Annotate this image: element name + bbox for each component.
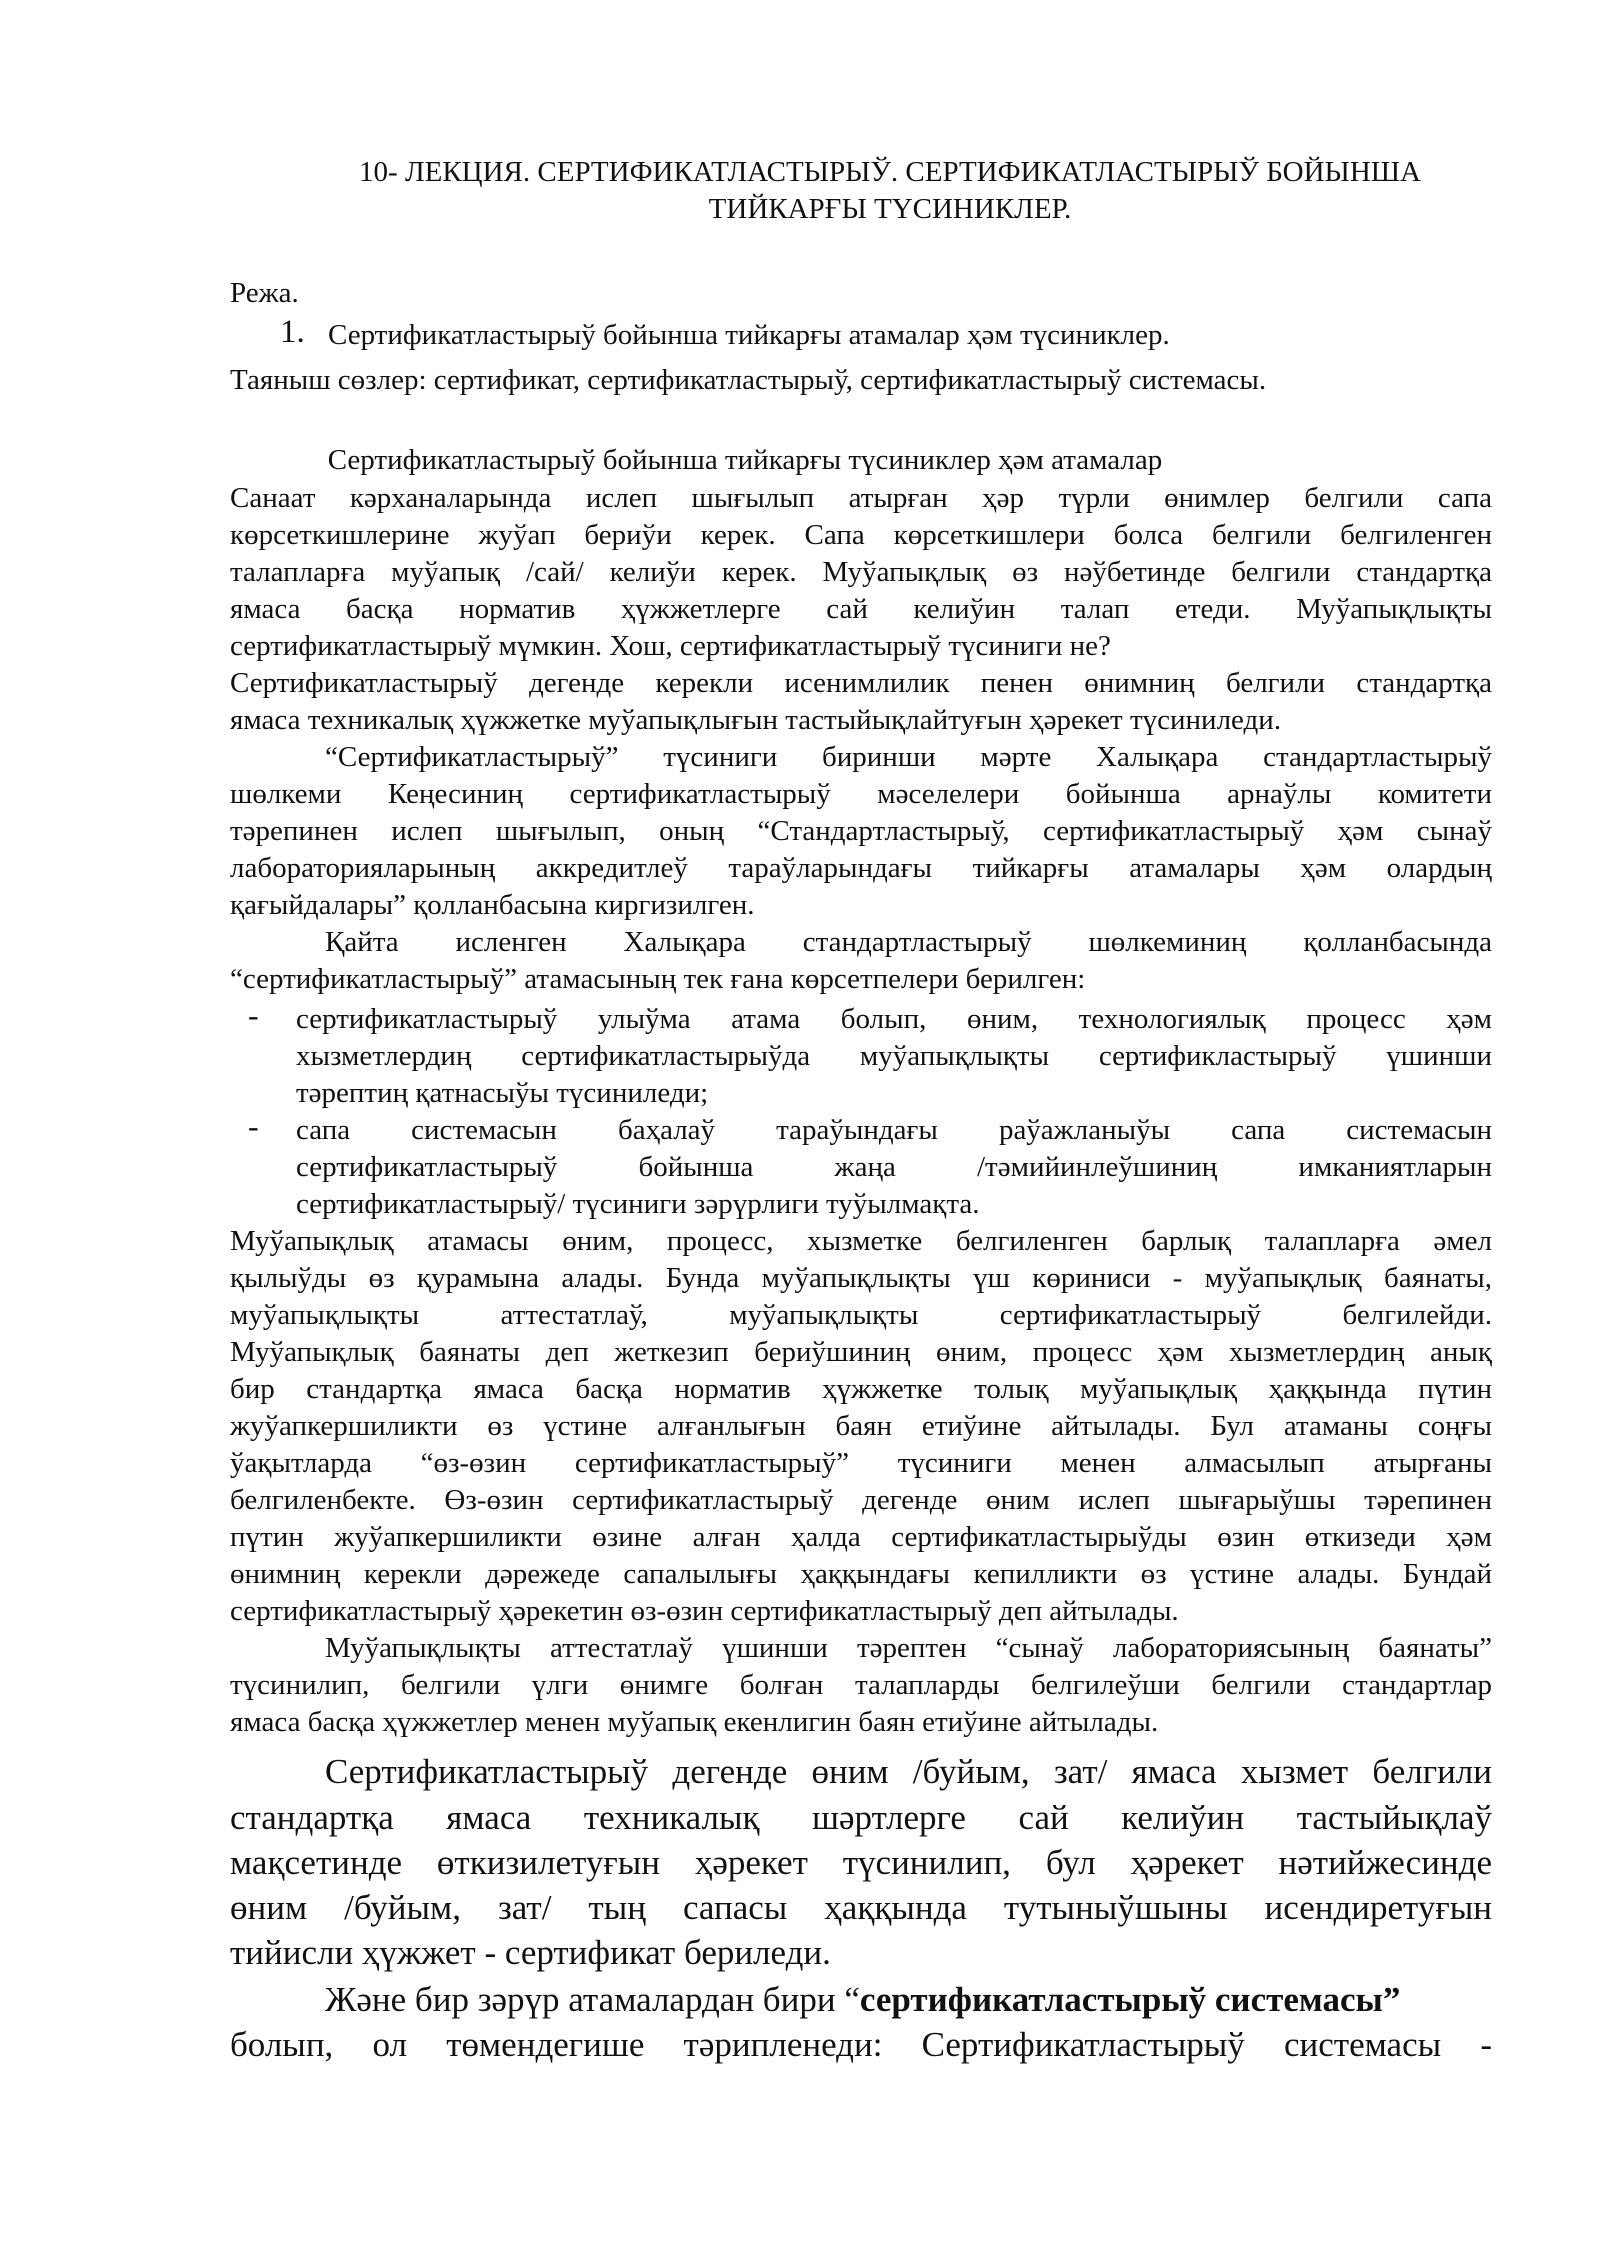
paragraph-1-line: көрсеткишлерине жуўап бериўи керек. Сапа көрсеткишлери болса белгили белгиленген bbox=[230, 519, 1492, 551]
paragraph-7-line: мақсетинде өткизилетуғын ҳәрекет түсинилип, бул ҳәрекет нәтийжесинде bbox=[230, 1843, 1492, 1882]
paragraph-3-line: тәрепинен ислеп шығылып, оның “Стандартластырыў, сертификатластырыў ҳәм сынаў bbox=[230, 815, 1492, 847]
paragraph-8-prefix: Және бир зәрүр атамалардан бири “ bbox=[325, 1980, 860, 2019]
paragraph-3-line: “Сертификатластырыў” түсиниги биринши мәрте Халықара стандартластырыў bbox=[325, 741, 1492, 773]
bullet-1-line: сертификатластырыў улыўма атама болып, өним, технологиялық процесс ҳәм bbox=[296, 1003, 1492, 1035]
paragraph-3-line: шөлкеми Кеңесиниң сертификатластырыў мәселелери бойынша арнаўлы комитети bbox=[230, 778, 1492, 810]
section-heading: Сертификатластырыў бойынша тийкарғы түсиниклер ҳәм атамалар bbox=[327, 444, 1163, 476]
paragraph-6-line: Муўапықлықты аттестатлаў үшинши тәрептен “сынаў лабораториясының баянаты” bbox=[325, 1632, 1492, 1664]
paragraph-5-line: жуўапкершиликти өз үстине алғанлығын баян етиўине айтылады. Бул атаманы соңғы bbox=[230, 1410, 1492, 1442]
paragraph-5-line: сертификатластырыў ҳәрекетин өз-өзин сертификатластырыў деп айтылады. bbox=[230, 1595, 1179, 1627]
bullet-dash: - bbox=[248, 1108, 259, 1144]
paragraph-6-line: түсинилип, белгили үлги өнимге болған талапларды белгилеўши белгили стандартлар bbox=[230, 1669, 1492, 1701]
certification-system-term: сертификатластырыў системасы” bbox=[859, 1980, 1401, 2019]
keywords-line: Таяныш сөзлер: сертификат, сертификатластырыў, сертификатластырыў системасы. bbox=[230, 364, 1267, 396]
bullet-1-line: хызметлердиң сертификатластырыўда муўапықлықты сертификластырыў үшинши bbox=[296, 1040, 1492, 1072]
paragraph-8-line-2: болып, ол төмендегише тәрипленеди: Сертификатластырыў системасы - bbox=[230, 2025, 1492, 2064]
paragraph-1-line: сертификатластырыў мүмкин. Хош, сертификатластырыў түсиниги не? bbox=[230, 630, 1111, 662]
paragraph-3-line: лабораторияларының аккредитлеў тараўларындағы тийкарғы атамалары ҳәм олардың bbox=[230, 852, 1492, 884]
paragraph-1-line: талапларға муўапық /сай/ келиўи керек. Муўапықлық өз нәўбетинде белгили стандартқа bbox=[230, 556, 1492, 588]
paragraph-1-line: ямаса басқа норматив ҳүжжетлерге сай келиўин талап етеди. Муўапықлықты bbox=[230, 593, 1492, 625]
paragraph-4-line: “сертификатластырыў” атамасының тек ғана көрсетпелери берилген: bbox=[230, 963, 1086, 995]
paragraph-5-line: қылыўды өз қурамына алады. Бунда муўапықлықты үш көриниси - муўапықлық баянаты, bbox=[230, 1262, 1492, 1294]
bullet-2-line: сертификатластырыў бойынша жаңа /тәмийинлеўшиниң имканиятларын bbox=[296, 1151, 1492, 1183]
paragraph-1-line: Санаат кәрханаларында ислеп шығылып атырған ҳәр түрли өнимлер белгили сапа bbox=[230, 482, 1492, 514]
plan-item-text: Сертификатластырыў бойынша тийкарғы атамалар ҳәм түсиниклер. bbox=[328, 319, 1170, 351]
lecture-title-line-2: ТИЙКАРҒЫ ТҮСИНИКЛЕР. bbox=[708, 193, 1072, 225]
bullet-2-line: сертификатластырыў/ түсиниги зәрүрлиги туўылмақта. bbox=[296, 1188, 980, 1220]
paragraph-2-line: ямаса техникалық ҳүжжетке муўапықлығын тастыйықлайтуғын ҳәрекет түсиниледи. bbox=[230, 704, 1282, 736]
paragraph-5-line: Муўапықлық атамасы өним, процесс, хызметке белгиленген барлық талапларға әмел bbox=[230, 1225, 1492, 1257]
paragraph-5-line: өнимниң керекли дәрежеде сапалылығы ҳаққындағы кепилликти өз үстине алады. Бундай bbox=[230, 1558, 1492, 1590]
plan-label: Режа. bbox=[230, 277, 299, 309]
paragraph-6-line: ямаса басқа ҳүжжетлер менен муўапық екенлигин баян етиўине айтылады. bbox=[230, 1706, 1159, 1738]
paragraph-5-line: муўапықлықты аттестатлаў, муўапықлықты сертификатластырыў белгилейди. bbox=[230, 1299, 1492, 1331]
paragraph-7-line: стандартқа ямаса техникалық шәртлерге сай келиўин тастыйықлаў bbox=[230, 1798, 1492, 1837]
lecture-title-line-1: 10- ЛЕКЦИЯ. СЕРТИФИКАТЛАСТЫРЫЎ. СЕРТИФИКАТЛАСТЫРЫЎ БОЙЫНША bbox=[359, 156, 1421, 188]
paragraph-5-line: бир стандартқа ямаса басқа норматив ҳүжжетке толық муўапықлық ҳаққында пүтин bbox=[230, 1373, 1492, 1405]
paragraph-4-line: Қайта исленген Халықара стандартластырыў шөлкеминиң қолланбасында bbox=[325, 926, 1492, 958]
paragraph-7-line: Сертификатластырыў дегенде өним /буйым, зат/ ямаса хызмет белгили bbox=[325, 1752, 1492, 1791]
paragraph-3-line: қағыйдалары” қолланбасына киргизилген. bbox=[230, 889, 755, 921]
paragraph-2-line: Сертификатластырыў дегенде керекли исенимлилик пенен өнимниң белгили стандартқа bbox=[230, 667, 1492, 699]
paragraph-5-line: пүтин жуўапкершиликти өзине алған ҳалда сертификатластырыўды өзин өткизеди ҳәм bbox=[230, 1521, 1492, 1553]
bullet-dash: - bbox=[248, 997, 259, 1033]
bullet-2-line: сапа системасын баҳалаў тараўындағы раўажланыўы сапа системасын bbox=[296, 1114, 1492, 1146]
paragraph-7-line: өним /буйым, зат/ тың сапасы ҳаққында тутыныўшыны исендиретуғын bbox=[230, 1888, 1492, 1927]
paragraph-5-line: ўақытларда “өз-өзин сертификатластырыў” түсиниги менен алмасылып атырғаны bbox=[230, 1447, 1492, 1479]
paragraph-8-line-1 bbox=[325, 1978, 1400, 2022]
paragraph-7-line: тийисли ҳүжжет - сертификат бериледи. bbox=[230, 1933, 831, 1972]
bullet-1-line: тәрептиң қатнасыўы түсиниледи; bbox=[296, 1077, 709, 1109]
paragraph-5-line: белгиленбекте. Өз-өзин сертификатластырыў дегенде өним ислеп шығарыўшы тәрепинен bbox=[230, 1484, 1492, 1516]
plan-item-number: 1. bbox=[280, 314, 305, 350]
paragraph-5-line: Муўапықлық баянаты деп жеткезип бериўшиниң өним, процесс ҳәм хызметлердиң анық bbox=[230, 1336, 1492, 1368]
